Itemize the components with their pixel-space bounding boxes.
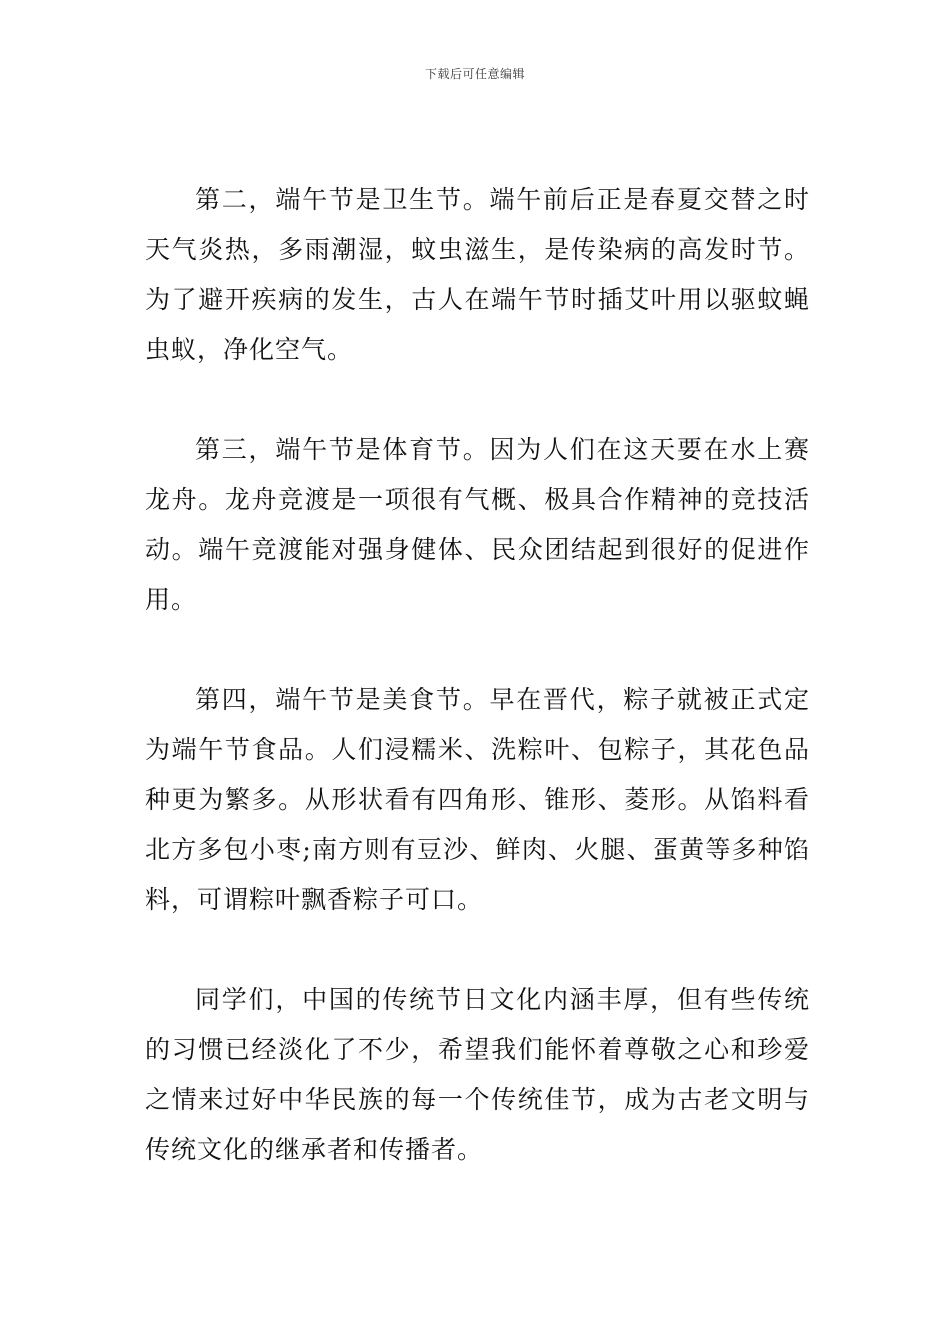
paragraph-closing: 同学们，中国的传统节日文化内涵丰厚，但有些传统的习惯已经淡化了不少，希望我们能怀着尊敬之心和珍爱之情来过好中华民族的每一个传统佳节，成为古老文明与传统文化的继承者和传播者。 xyxy=(145,985,810,1164)
paragraph-hygiene-festival: 第二，端午节是卫生节。端午前后正是春夏交替之时天气炎热，多雨潮湿，蚊虫滋生，是传染病的高发时节。为了避开疾病的发生，古人在端午节时插艾叶用以驱蚊蝇虫蚁，净化空气。 xyxy=(145,185,810,364)
paragraph-sports-festival: 第三，端午节是体育节。因为人们在这天要在水上赛龙舟。龙舟竞渡是一项很有气概、极具合作精神的竞技活动。端午竞渡能对强身健体、民众团结起到很好的促进作用。 xyxy=(145,435,810,614)
page-header: 下载后可任意编辑 xyxy=(424,67,525,81)
paragraph-food-festival: 第四，端午节是美食节。早在晋代，粽子就被正式定为端午节食品。人们浸糯米、洗粽叶、包粽子，其花色品种更为繁多。从形状看有四角形、锥形、菱形。从馅料看北方多包小枣;南方则有豆沙、鲜肉、火腿、蛋黄等多种馅料，可谓粽叶飘香粽子可口。 xyxy=(145,685,810,914)
document-body xyxy=(145,175,810,1175)
